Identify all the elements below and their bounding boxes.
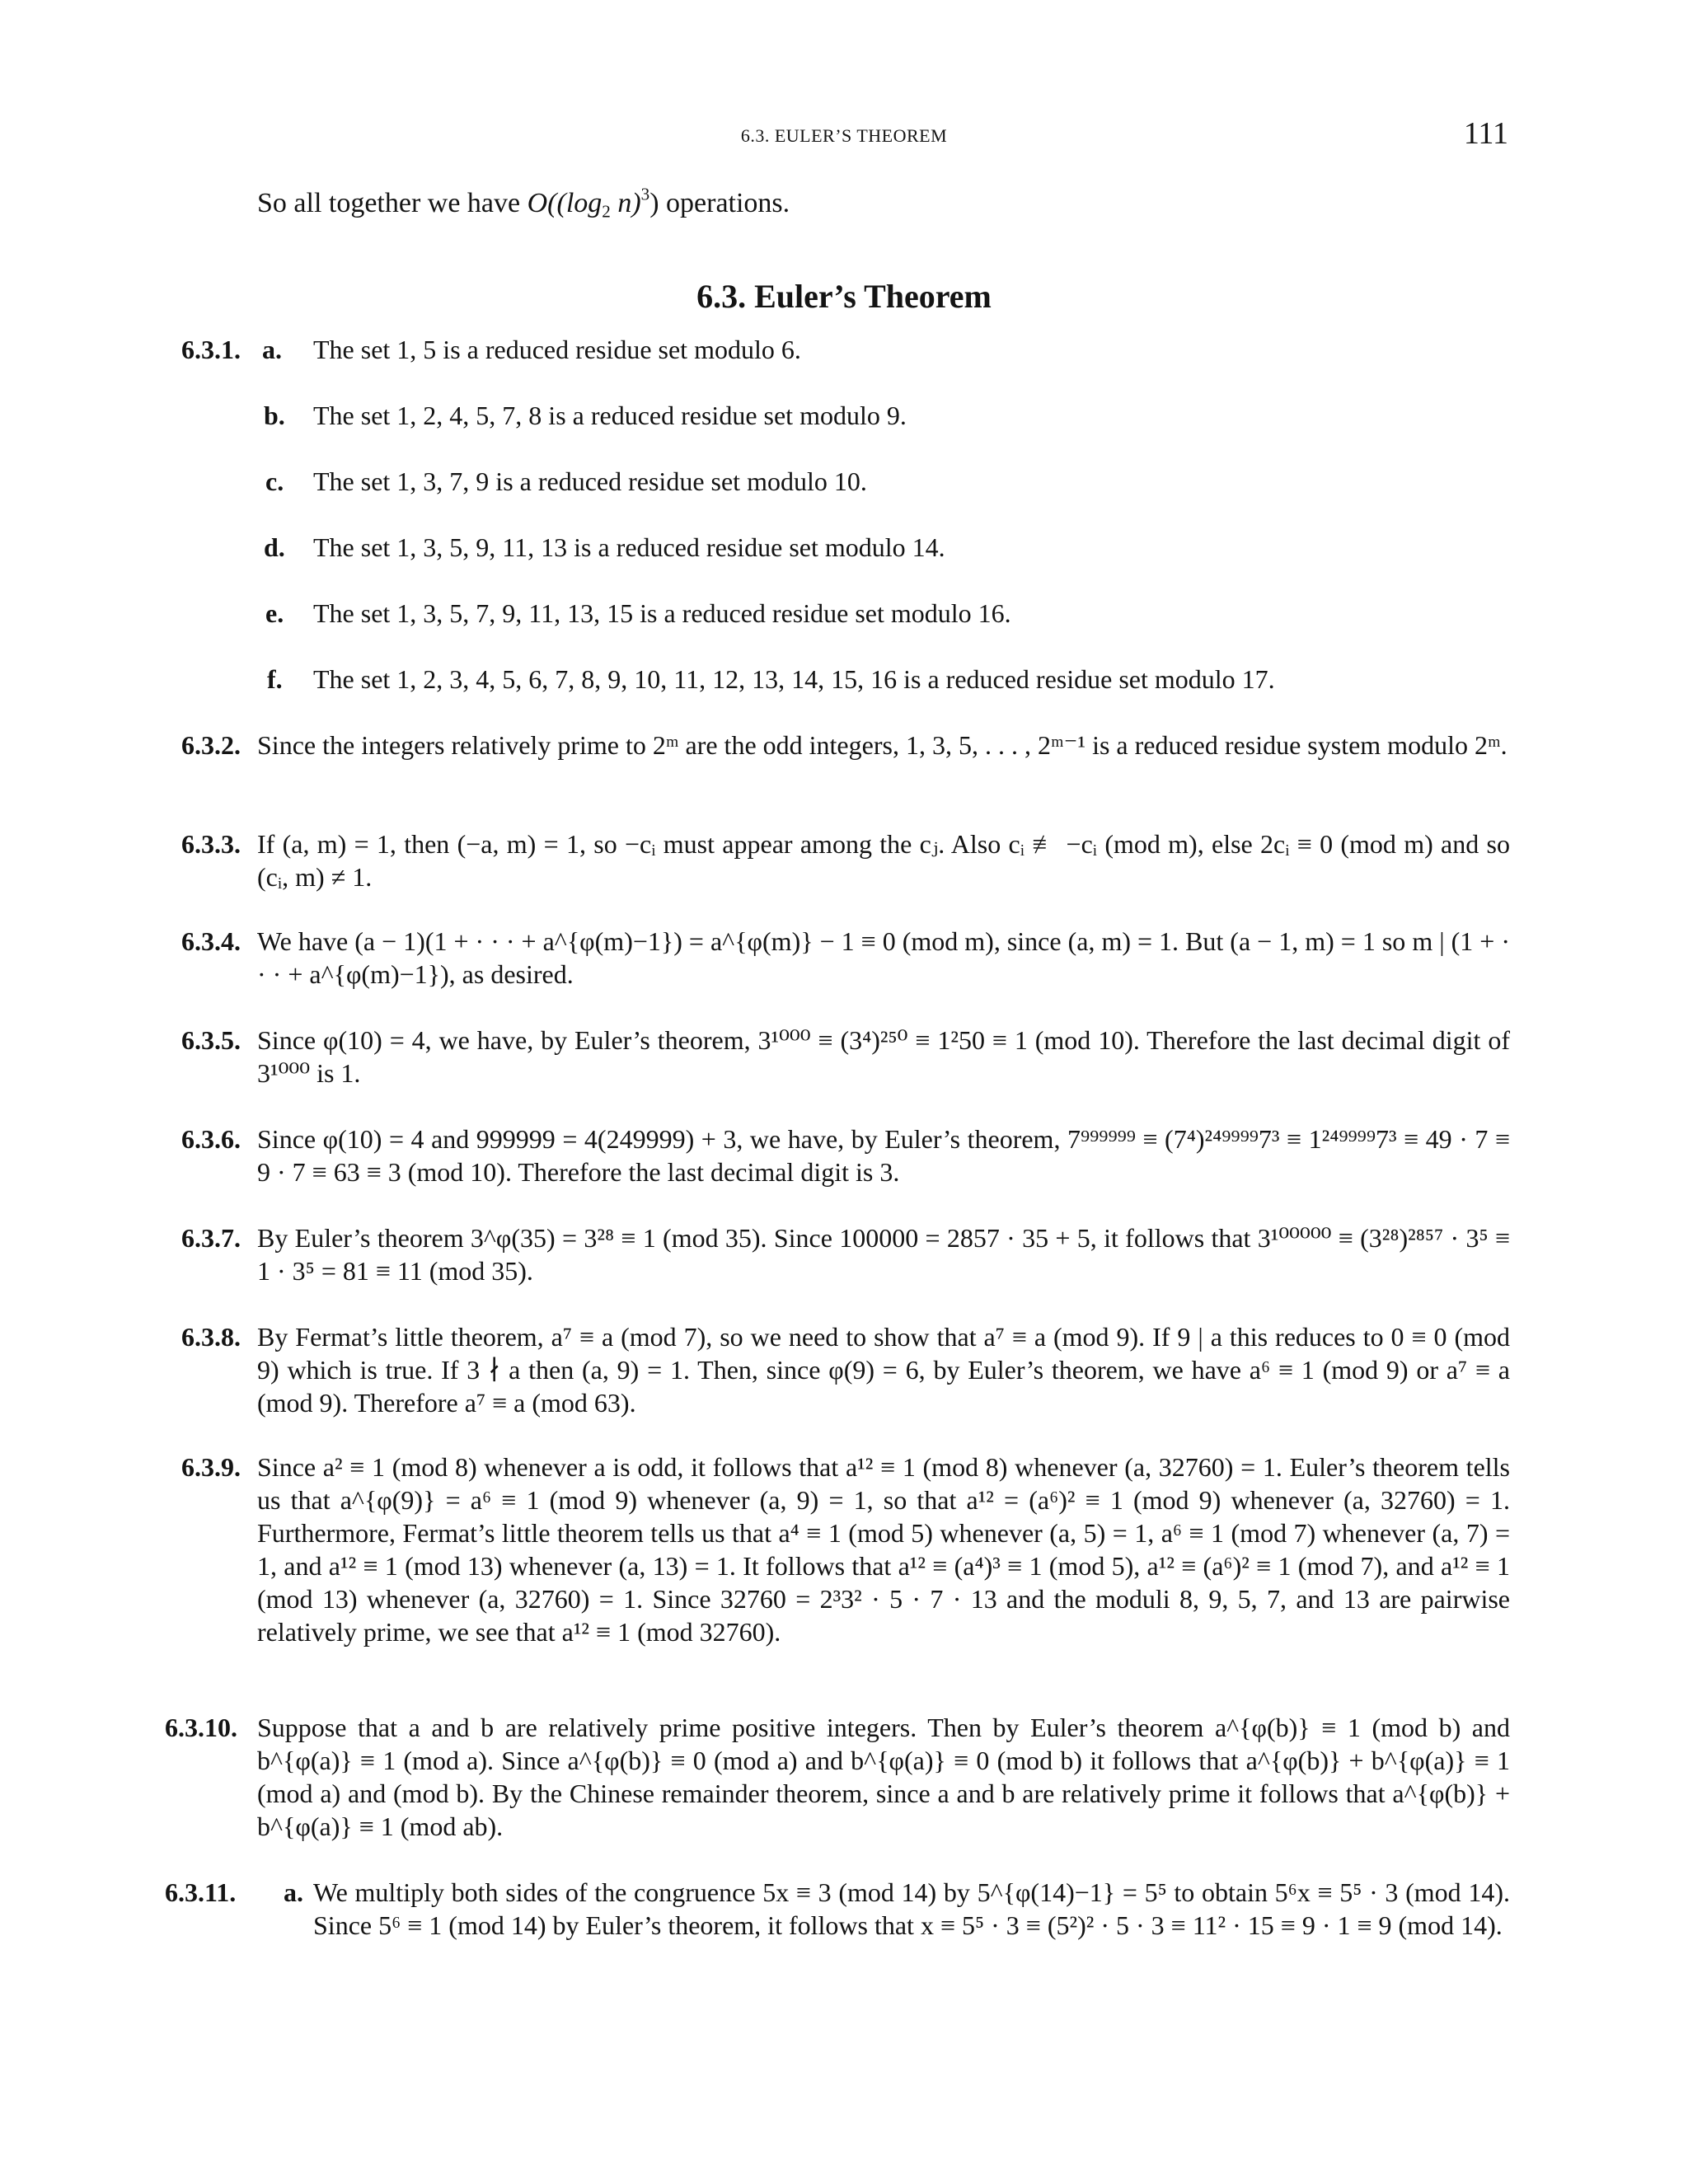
section-title: 6.3. Euler’s Theorem — [696, 278, 992, 315]
subitem-label: c. — [265, 466, 284, 496]
exercise-6-3-7 — [181, 1221, 1510, 1287]
exercise-label: 6.3.5. — [181, 1025, 241, 1055]
exercise-text: Since φ(10) = 4, we have, by Euler’s theorem, 3¹⁰⁰⁰ ≡ (3⁴)²⁵⁰ ≡ 1²50 ≡ 1 (mod 10). Therefore the last decimal digit of 3¹⁰⁰⁰ is 1. — [257, 1025, 1510, 1088]
exercise-6-3-10 — [165, 1711, 1510, 1843]
exercise-text: Since a² ≡ 1 (mod 8) whenever a is odd, it follows that a¹² ≡ 1 (mod 8) whenever (a, 32760) = 1. Euler’s theorem tells us that a^{φ(9)} = a⁶ ≡ 1 (mod 9) whenever (a, 9) = 1, so that a¹² = (a⁶)² ≡ 1 (mod 9) whenever (a, 32760) = 1. Furthermore, Fermat’s little theorem tells us that a⁴ ≡ 1 (mod 5) whenever (a, 5) = 1, a⁶ ≡ 1 (mod 7) whenever (a, 7) = 1, and a¹² ≡ 1 (mod 13) whenever (a, 13) = 1. It follows that a¹² ≡ (a⁴)³ ≡ 1 (mod 5), a¹² ≡ (a⁶)² ≡ 1 (mod 7), and a¹² ≡ 1 (mod 13) whenever (a, 32760) = 1. Since 32760 = 2³3² · 5 · 7 · 13 and the moduli 8, 9, 5, 7, and 13 are pairwise relatively prime, we see that a¹² ≡ 1 (mod 32760). — [257, 1452, 1510, 1647]
exercise-label: 6.3.7. — [181, 1223, 241, 1253]
exercise-label: 6.3.3. — [181, 829, 241, 859]
exercise-6-3-2 — [181, 729, 1510, 762]
exercise-6-3-6 — [181, 1122, 1510, 1188]
exercise-label: 6.3.4. — [181, 926, 241, 956]
intro-pre: So all together we have — [257, 188, 528, 218]
intro-post: operations. — [659, 188, 790, 218]
subitem-text: The set 1, 3, 5, 7, 9, 11, 13, 15 is a reduced residue set modulo 16. — [313, 598, 1011, 628]
exercise-label: 6.3.9. — [181, 1452, 241, 1482]
subitem-label: f. — [267, 664, 283, 694]
subitem-label: b. — [264, 401, 285, 430]
exercise-label: 6.3.8. — [181, 1322, 241, 1352]
subitem-label: a. — [262, 335, 282, 364]
subitem-text: The set 1, 3, 5, 9, 11, 13 is a reduced residue set modulo 14. — [313, 532, 945, 562]
exercise-text: Since φ(10) = 4 and 999999 = 4(249999) + 3, we have, by Euler’s theorem, 7⁹⁹⁹⁹⁹⁹ ≡ (7⁴)²⁴⁹⁹⁹⁹7³ ≡ 1²⁴⁹⁹⁹⁹7³ ≡ 49 · 7 ≡ 9 · 7 ≡ 63 ≡ 3 (mod 10). Therefore the last decimal digit is 3. — [257, 1124, 1510, 1187]
subitem-text: The set 1, 2, 4, 5, 7, 8 is a reduced residue set modulo 9. — [313, 401, 907, 430]
running-head: 6.3. EULER’S THEOREM — [740, 125, 948, 146]
exercise-label: 6.3.6. — [181, 1124, 241, 1154]
exercise-6-3-8 — [181, 1320, 1510, 1419]
intro-sentence — [257, 184, 790, 222]
exercise-6-3-11 — [165, 1876, 1510, 1942]
intro-math2: n) — [610, 188, 641, 218]
exercise-text: If (a, m) = 1, then (−a, m) = 1, so −cᵢ must appear among the cⱼ. Also cᵢ ≢ −cᵢ (mod m), else 2cᵢ ≡ 0 (mod m) and so (cᵢ, m) ≠ 1. — [257, 829, 1510, 892]
exercise-text: Since the integers relatively prime to 2ᵐ are the odd integers, 1, 3, 5, . . . , 2ᵐ⁻¹ is a reduced residue system modulo 2ᵐ. — [257, 730, 1507, 760]
intro-math: O((log — [527, 188, 603, 218]
exercise-text: By Euler’s theorem 3^φ(35) = 3²⁸ ≡ 1 (mod 35). Since 100000 = 2857 · 35 + 5, it follows that 3¹⁰⁰⁰⁰⁰ ≡ (3²⁸)²⁸⁵⁷ · 3⁵ ≡ 1 · 3⁵ = 81 ≡ 11 (mod 35). — [257, 1223, 1510, 1286]
intro-sub: 2 — [602, 201, 611, 222]
exercise-text: Suppose that a and b are relatively prime positive integers. Then by Euler’s theorem a^{φ(b)} ≡ 1 (mod b) and b^{φ(a)} ≡ 1 (mod a). Since a^{φ(b)} ≡ 0 (mod a) and b^{φ(a)} ≡ 0 (mod b) it follows that a^{φ(b)} + b^{φ(a)} ≡ 1 (mod a) and (mod b). By the Chinese remainder theorem, since a and b are relatively prime it follows that a^{φ(b)} + b^{φ(a)} ≡ 1 (mod ab). — [257, 1713, 1510, 1841]
exercise-6-3-9 — [181, 1451, 1510, 1648]
subitem-label: e. — [265, 598, 284, 628]
exercise-6-3-1 — [181, 333, 1510, 696]
exercise-label: 6.3.2. — [181, 730, 241, 760]
page-number: 111 — [1463, 116, 1508, 151]
subitem-label: d. — [264, 532, 285, 562]
subitem-text: The set 1, 3, 7, 9 is a reduced residue set modulo 10. — [313, 466, 867, 496]
exercise-6-3-5 — [181, 1024, 1510, 1090]
subitem-label: a. — [284, 1877, 303, 1907]
intro-sup: 3 — [640, 184, 650, 204]
subitem-text: The set 1, 5 is a reduced residue set modulo 6. — [313, 335, 801, 364]
exercise-6-3-3 — [181, 827, 1510, 893]
exercise-text: We multiply both sides of the congruence 5x ≡ 3 (mod 14) by 5^{φ(14)−1} = 5⁵ to obtain 5⁶x ≡ 5⁵ · 3 (mod 14). Since 5⁶ ≡ 1 (mod 14) by Euler’s theorem, it follows that x ≡ 5⁵ · 3 ≡ (5²)² · 5 · 3 ≡ 11² · 15 ≡ 9 · 1 ≡ 9 (mod 14). — [313, 1877, 1510, 1940]
exercise-text: By Fermat’s little theorem, a⁷ ≡ a (mod 7), so we need to show that a⁷ ≡ a (mod 9). If 9 | a this reduces to 0 ≡ 0 (mod 9) which is true. If 3 ∤ a then (a, 9) = 1. Then, since φ(9) = 6, by Euler’s theorem, we have a⁶ ≡ 1 (mod 9) or a⁷ ≡ a (mod 9). Therefore a⁷ ≡ a (mod 63). — [257, 1322, 1510, 1418]
subitem-text: The set 1, 2, 3, 4, 5, 6, 7, 8, 9, 10, 11, 12, 13, 14, 15, 16 is a reduced residue set modulo 17. — [313, 664, 1275, 694]
exercise-label: 6.3.11. — [165, 1877, 237, 1907]
exercise-6-3-4 — [181, 925, 1510, 991]
exercise-label: 6.3.10. — [165, 1713, 237, 1742]
intro-math3: ) — [649, 188, 659, 218]
exercise-text: We have (a − 1)(1 + · · · + a^{φ(m)−1}) = a^{φ(m)} − 1 ≡ 0 (mod m), since (a, m) = 1. But (a − 1, m) = 1 so m | (1 + · · · + a^{φ(m)−1}), as desired. — [257, 926, 1510, 989]
exercise-label: 6.3.1. — [181, 335, 241, 364]
